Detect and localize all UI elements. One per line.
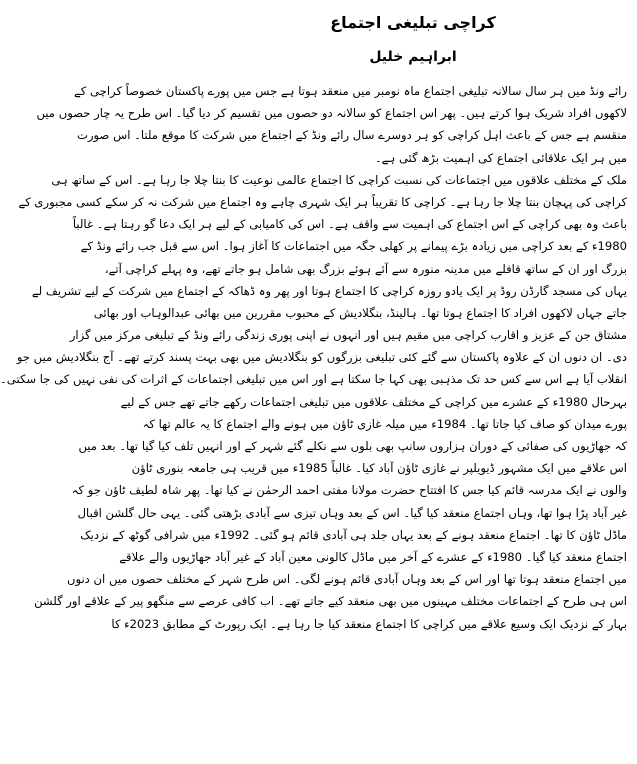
article-line: جاتے جہاں لاکھوں افراد کا اجتماع ہوتا تھا۔ ہالینڈ، بنگلادیش کے محبوب مقررین میں بھائی عبدالوہاب اور بھائی: [93, 305, 627, 320]
article-line: میں ہر ایک علاقائی اجتماع کی اہمیت بڑھ گئی ہے۔: [374, 150, 627, 165]
article-body: [0, 80, 627, 635]
article-line: لاکھوں افراد شریک ہوا کرتے ہیں۔ پھر اس اجتماع کو سالانہ دو حصوں میں تقسیم کر دیا گیا۔ اس طرح یہ چار حصوں میں: [36, 106, 627, 121]
article-line: انقلاب آیا ہے اس سے کس حد تک مذہبی بھی کہا جا سکتا ہے اور اس میں تبلیغی اجتماعات کے اثرات کی نفی نہیں کی جا سکتی۔: [0, 372, 627, 387]
article-line: والوں نے ایک مدرسہ قائم کیا جس کا افتتاح حضرت مولانا مفتی احمد الرحمٰن نے کیا تھا۔ پھر شاہ لطیف ٹاؤن جو کہ: [71, 483, 627, 498]
article-line: کہ جھاڑیوں کی صفائی کے دوران ہزاروں سانپ بھی بلوں سے نکلے گئے شہر کے اور انہیں تلف کیا گیا تھا۔ بعد میں: [78, 439, 627, 453]
article-line: غیر آباد پڑا ہوا تھا، وہاں اجتماع منعقد کیا گیا۔ اس کے بعد وہاں تیزی سے آبادی بڑھتی گئی۔ یہی حال گلشن اقبال: [77, 505, 627, 520]
article-line: باعث وہ بھی کراچی کے اس اجتماع کی اہمیت سے واقف ہے۔ اس کی کامیابی کے لیے ہر ایک دعا گو رہتا ہے۔ غالباً: [72, 217, 627, 232]
article-title: کراچی تبلیغی اجتماع: [330, 13, 496, 32]
article-line: دی۔ ان دنوں ان کے علاوہ پاکستان سے گئے کئی تبلیغی بزرگوں کو بنگلادیش میں بھی بہت پسند کرتے تھے۔ آج بنگلادیش میں جو: [16, 350, 627, 365]
article-line: ماڈل ٹاؤن کا تھا۔ اجتماع منعقد ہونے کے بعد یہاں جلد ہی آبادی قائم ہو گئی۔ 1992ء میں شرافی گوٹھ کے نزدیک: [80, 527, 627, 542]
article-line: بہرحال 1980ء کے عشرے میں کراچی کے مختلف علاقوں میں تبلیغی اجتماعات رکھے جاتے تھے جس کے لیے: [120, 394, 627, 409]
article-line: بزرگ اور ان کے ساتھ قافلے میں مدینہ منورہ سے آئے ہوئے بزرگ بھی شامل ہو جاتے تھے، وہ پہلے کراچی آتے،: [104, 261, 627, 276]
article-line: پورے میدان کو صاف کیا جاتا تھا۔ 1984ء میں میلہ غازی ٹاؤن میں ہونے والے اجتماع کا یہ عالم تھا کہ: [142, 416, 627, 431]
article-line: کراچی کی پہچان بنتا چلا جا رہا ہے۔ کراچی کا تقریباً ہر ایک شہری چاہے وہ اجتماع میں شرکت نہ کر سکے کسی مجبوری کے: [18, 194, 627, 209]
article-author: ابراہیم خلیل: [369, 49, 457, 65]
article-line: منقسم ہے جس کے باعث اہل کراچی کو ہر دوسرے سال رائے ونڈ کے اجتماع میں شرکت کا موقع ملتا۔ اس صورت: [77, 128, 627, 143]
article-line: رائے ونڈ میں ہر سال سالانہ تبلیغی اجتماع ماہ نومبر میں منعقد ہوتا ہے جس میں پورے پاکستان خصوصاً کراچی کے: [74, 84, 627, 98]
article-line: اس علاقے میں ایک مشہور ڈیویلپر نے غازی ٹاؤن آباد کیا۔ غالباً 1985ء میں قریب ہی جامعہ بنوری ٹاؤن: [131, 461, 627, 476]
article-line: ملک کے مختلف علاقوں میں اجتماعات کی نسبت کراچی کا اجتماع عالمی نوعیت کا بنتا چلا جا رہا ہے۔ اس کے ساتھ ہی: [51, 172, 627, 187]
article-line: مشتاق جن کے عزیز و اقارب کراچی میں مقیم ہیں اور انہوں نے اپنی پوری زندگی رائے ونڈ کے تبلیغی مرکز میں گزار: [69, 328, 627, 343]
article-line: اس ہی طرح کے اجتماعات مختلف مہینوں میں بھی منعقد کیے جاتے تھے۔ اب کافی عرصے سے منگھو پیر کے علاقے اور گلشن: [34, 594, 627, 609]
article-line: یہاں کی مسجد گارڈن روڈ پر ایک یادو روزہ کراچی کا اجتماع ہوتا اور پھر وہ ڈھاکہ کے اجتماع میں شرکت کے لیے تشریف لے: [31, 283, 627, 298]
article-line: 1980ء کے بعد کراچی میں زیادہ بڑے پیمانے پر کھلی جگہ میں اجتماعات کا آغاز ہوا۔ اس سے قبل جب رائے ونڈ کے: [80, 239, 627, 254]
article-line: بہار کے نزدیک ایک وسیع علاقے میں کراچی کا اجتماع منعقد کیا جا رہا ہے۔ ایک رپورٹ کے مطابق 2023ء کا: [111, 616, 627, 631]
article-line: میں اجتماع منعقد ہوتا تھا اور اس کے بعد وہاں آبادی قائم ہونے لگی۔ اس طرح شہر کے مختلف حصوں میں ان دنوں: [66, 572, 627, 587]
article-line: اجتماع منعقد کیا گیا۔ 1980ء کے عشرے کے آخر میں ماڈل کالونی معین آباد کے غیر آباد جھاڑیوں والے علاقے: [119, 549, 627, 564]
